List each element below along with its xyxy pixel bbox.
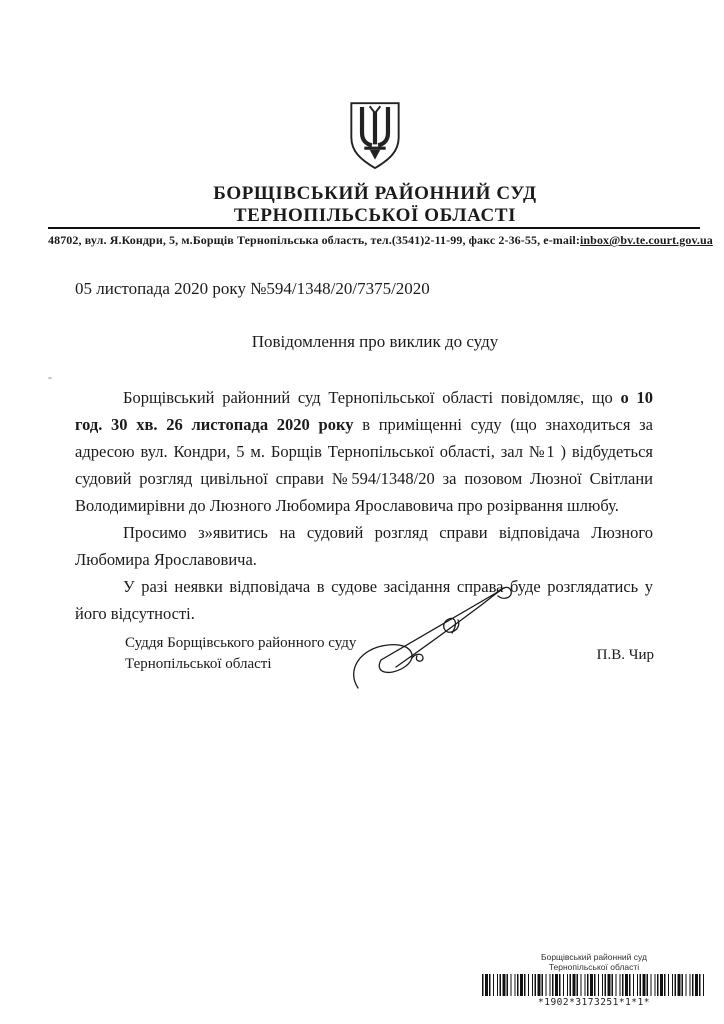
court-address-text: 48702, вул. Я.Кондри, 5, м.Борщів Тернопільська область, тел.(3541)2-11-99, факс 2-36-55, e-mail: (48, 233, 580, 247)
handwritten-signature-icon (346, 570, 536, 698)
court-email-link: inbox@bv.te.court.gov.ua (579, 233, 713, 247)
body-paragraph-3: У разі неявки відповідача в судове засідання справа буде розглядатись у його відсутності. (75, 577, 653, 623)
judge-title-line1: Суддя Борщівського районного суду (125, 635, 357, 651)
p1-hearing-datetime: о 10 год. 30 хв. 26 листопада 2020 року (75, 388, 653, 434)
header-divider (48, 227, 700, 229)
document-title: Повідомлення про виклик до суду (251, 332, 499, 351)
court-name-line1: БОРЩІВСЬКИЙ РАЙОННИЙ СУД (213, 183, 537, 204)
document-header (26, 93, 724, 227)
body-paragraph-1 (75, 384, 653, 519)
p1-rest: в приміщенні суду (що знаходиться за адресою вул. Кондри, 5 м. Борщів Тернопільської області, зал №1 ) відбудеться судовий розгляд цивільної справи №594/1348/20 за позовом Люзної Світлани Володимирівни до Люзного Любомира Ярославовича про розірвання шлюбу. (75, 415, 653, 515)
p1-lead: Борщівський районний суд Тернопільської області повідомляє, що (123, 388, 621, 407)
barcode-block (478, 952, 710, 1008)
judge-title (125, 633, 356, 675)
barcode-number: *1902*3173251*1*1* (538, 997, 650, 1008)
court-contact-line (48, 233, 713, 248)
body-paragraph-2: Просимо з»явитись на судовий розгляд справи відповідача Люзного Любомира Ярославовича. (75, 523, 653, 569)
ukraine-trident-emblem-icon (346, 93, 404, 179)
date-and-case-number: 05 листопада 2020 року №594/1348/20/7375/2020 (75, 279, 430, 298)
court-name-line2: ТЕРНОПІЛЬСЬКОЇ ОБЛАСТІ (233, 205, 517, 226)
judge-name: П.В. Чир (596, 647, 654, 663)
judge-title-line2: Тернопільської області (125, 656, 272, 672)
barcode-label-line1: Борщівський районний суд (541, 952, 647, 962)
barcode-label-line2: Тернопільської області (548, 962, 640, 972)
barcode-icon (482, 974, 706, 996)
scan-artifact (48, 377, 52, 379)
